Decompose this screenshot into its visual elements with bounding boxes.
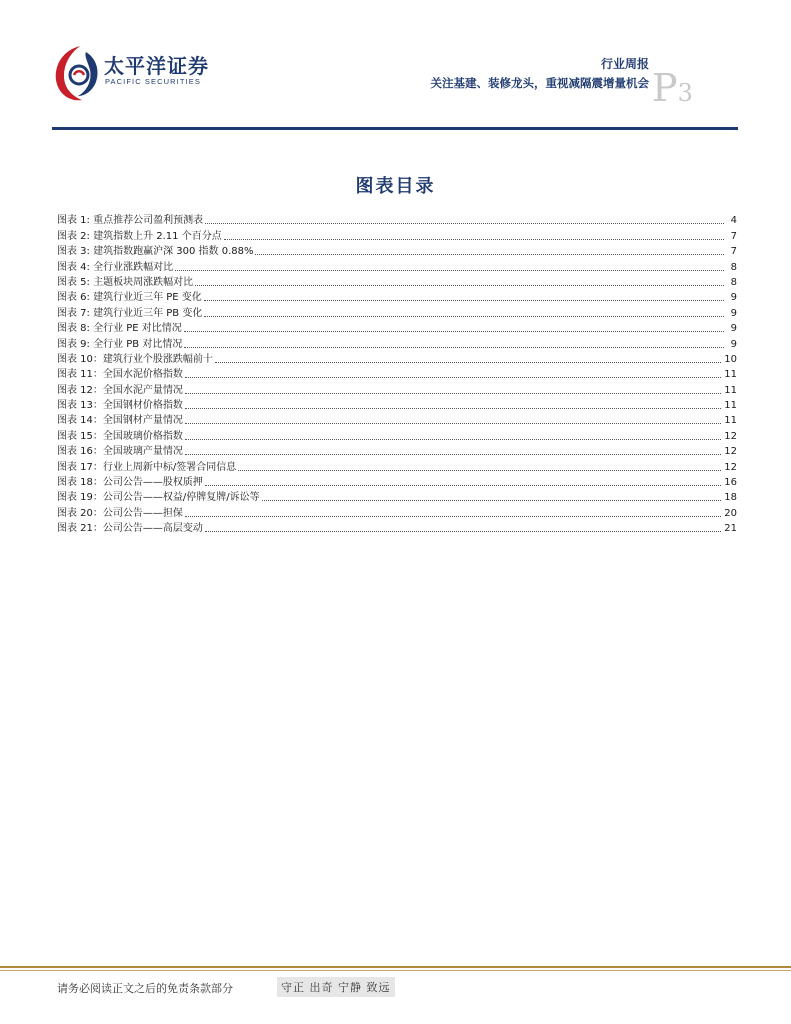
toc-entry-label: 图表 21：公司公告——高层变动: [57, 523, 203, 535]
toc-entry-label: 图表 15：全国玻璃价格指数: [57, 430, 183, 442]
toc-entry[interactable]: [57, 459, 737, 474]
report-type: 行业周报: [600, 57, 649, 71]
toc-dot-leader: [185, 376, 721, 378]
toc-entry-page: 10: [724, 353, 737, 365]
toc-entry[interactable]: [57, 336, 737, 351]
toc-dot-leader: [238, 469, 721, 471]
toc-dot-leader: [185, 453, 721, 455]
footer-motto: 守正 出奇 宁静 致远: [277, 977, 395, 997]
toc-entry-page: 11: [724, 384, 737, 396]
toc-dot-leader: [205, 530, 721, 532]
toc-dot-leader: [185, 515, 721, 517]
toc-entry[interactable]: [57, 290, 737, 305]
toc-entry[interactable]: [57, 367, 737, 382]
toc-entry-label: 图表 5: 主题板块周涨跌幅对比: [57, 276, 194, 288]
toc-dot-leader: [185, 407, 721, 409]
toc-entry[interactable]: [57, 352, 737, 367]
page-number-value: 3: [677, 79, 693, 107]
toc-entry-page: 16: [724, 477, 737, 489]
toc-entry-page: 20: [724, 507, 737, 519]
toc-dot-leader: [262, 499, 722, 501]
toc-entry[interactable]: [57, 444, 737, 459]
toc-entry-page: 9: [730, 307, 737, 319]
toc-dot-leader: [224, 238, 724, 240]
footer-divider-thin: [0, 970, 791, 971]
toc-dot-leader: [184, 346, 724, 348]
toc-entry-label: 图表 20：公司公告——担保: [57, 507, 183, 519]
toc-entry-page: 9: [730, 292, 737, 304]
page-prefix: P: [652, 66, 678, 110]
toc-dot-leader: [185, 422, 721, 424]
toc-entry-label: 图表 13：全国钢材价格指数: [57, 400, 183, 412]
toc-entry-label: 图表 7: 建筑行业近三年 PB 变化: [57, 307, 203, 319]
toc-entry-label: 图表 17：行业上周新中标/签署合同信息: [57, 461, 237, 473]
toc-entry-page: 21: [724, 523, 737, 535]
toc-entry[interactable]: [57, 382, 737, 397]
toc-dot-leader: [204, 299, 724, 301]
toc-dot-leader: [255, 253, 724, 255]
logo-emblem-icon: [52, 42, 102, 104]
toc-entry-page: 8: [730, 276, 737, 288]
toc-entry-label: 图表 9: 全行业 PB 对比情况: [57, 338, 183, 350]
toc-entry-label: 图表 12：全国水泥产量情况: [57, 384, 183, 396]
table-of-contents: [57, 213, 737, 536]
toc-entry-page: 18: [724, 492, 737, 504]
toc-entry[interactable]: [57, 505, 737, 520]
toc-entry[interactable]: [57, 305, 737, 320]
toc-entry-label: 图表 8: 全行业 PE 对比情况: [57, 323, 182, 335]
toc-entry-label: 图表 4: 全行业涨跌幅对比: [57, 261, 174, 273]
toc-entry[interactable]: [57, 275, 737, 290]
toc-entry-label: 图表 18：公司公告——股权质押: [57, 477, 203, 489]
logo-english-name: PACIFIC SECURITIES: [105, 77, 201, 86]
footer-divider: [0, 966, 791, 968]
toc-dot-leader: [185, 438, 721, 440]
toc-entry[interactable]: [57, 259, 737, 274]
toc-entry[interactable]: [57, 490, 737, 505]
toc-dot-leader: [184, 330, 724, 332]
toc-entry[interactable]: [57, 413, 737, 428]
toc-entry-page: 12: [724, 446, 737, 458]
toc-entry[interactable]: [57, 244, 737, 259]
toc-entry-page: 4: [730, 215, 737, 227]
toc-dot-leader: [204, 315, 724, 317]
toc-dot-leader: [175, 269, 724, 271]
toc-title: 图表目录: [355, 176, 436, 197]
toc-entry-label: 图表 1: 重点推荐公司盈利预测表: [57, 215, 204, 227]
header-divider: [52, 127, 738, 130]
toc-entry-page: 8: [730, 261, 737, 273]
toc-entry-label: 图表 6: 建筑行业近三年 PE 变化: [57, 292, 202, 304]
toc-entry[interactable]: [57, 213, 737, 228]
toc-entry[interactable]: [57, 398, 737, 413]
toc-entry-page: 11: [724, 369, 737, 381]
toc-entry-label: 图表 3: 建筑指数跑赢沪深 300 指数 0.88%: [57, 246, 254, 258]
toc-entry-label: 图表 2: 建筑指数上升 2.11 个百分点: [57, 230, 222, 242]
toc-entry-label: 图表 10：建筑行业个股涨跌幅前十: [57, 353, 213, 365]
company-logo: [52, 42, 227, 104]
toc-entry[interactable]: [57, 521, 737, 536]
toc-entry-page: 12: [724, 430, 737, 442]
toc-dot-leader: [185, 392, 721, 394]
report-title: 关注基建、装修龙头，重视减隔震增量机会: [430, 76, 649, 90]
toc-entry[interactable]: [57, 321, 737, 336]
toc-entry[interactable]: [57, 428, 737, 443]
toc-entry-label: 图表 11：全国水泥价格指数: [57, 369, 183, 381]
toc-entry-label: 图表 19：公司公告——权益/停牌复牌/诉讼等: [57, 492, 260, 504]
toc-dot-leader: [205, 222, 724, 224]
toc-entry-page: 11: [724, 415, 737, 427]
toc-entry[interactable]: [57, 475, 737, 490]
toc-dot-leader: [205, 484, 721, 486]
page-number: [652, 66, 693, 110]
toc-entry-page: 11: [724, 400, 737, 412]
toc-entry[interactable]: [57, 228, 737, 243]
toc-entry-page: 7: [730, 246, 737, 258]
toc-entry-page: 9: [730, 323, 737, 335]
toc-entry-label: 图表 14：全国钢材产量情况: [57, 415, 183, 427]
footer-disclaimer: 请务必阅读正文之后的免责条款部分: [57, 982, 233, 995]
logo-chinese-name: 太平洋证券: [104, 54, 209, 78]
toc-entry-page: 9: [730, 338, 737, 350]
toc-entry-label: 图表 16：全国玻璃产量情况: [57, 446, 183, 458]
toc-dot-leader: [215, 361, 721, 363]
toc-entry-page: 7: [730, 230, 737, 242]
toc-entry-page: 12: [724, 461, 737, 473]
toc-dot-leader: [195, 284, 724, 286]
